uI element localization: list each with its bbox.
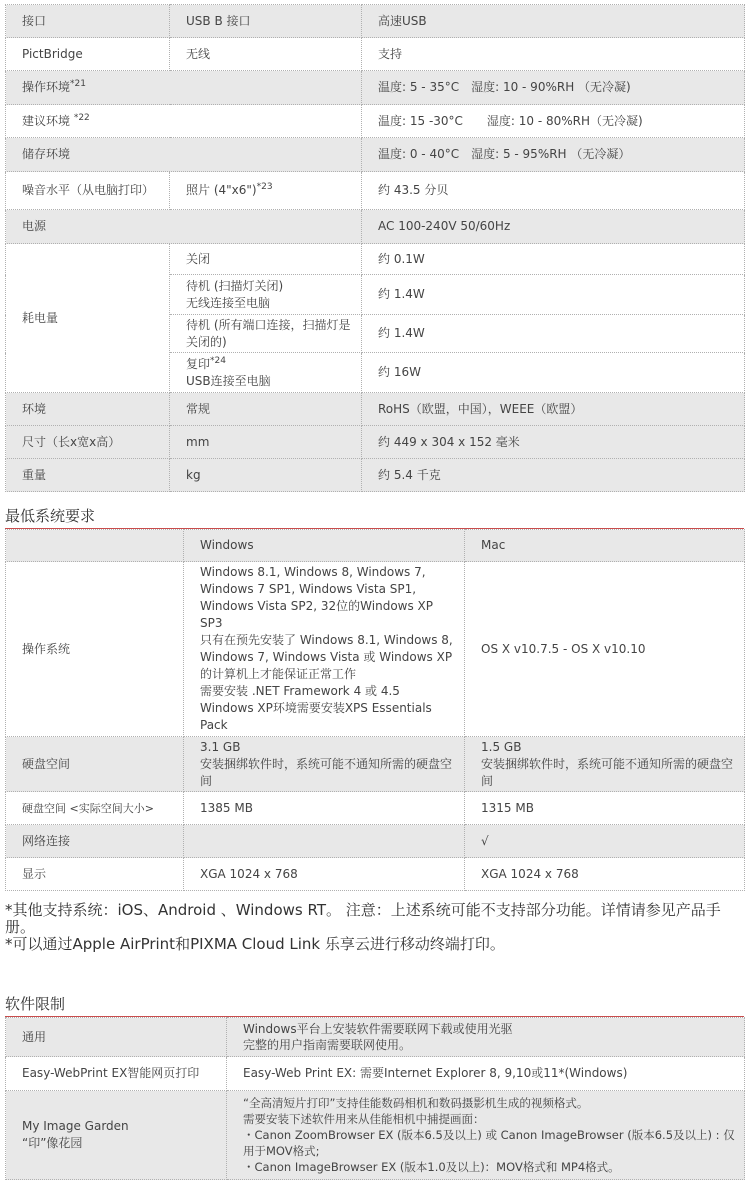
software-value: Easy-Web Print EX: 需要Internet Explorer 8, 9,10或11*(Windows) (227, 1057, 745, 1091)
spec-type-cell (170, 172, 362, 210)
spec-value: 支持 (362, 38, 745, 71)
software-value: Windows平台上安装软件需要联网下载或使用光驱 完整的用户指南需要联网使用。 (227, 1018, 745, 1057)
sysreq-row-display (6, 858, 745, 891)
spec-row-noise (6, 172, 745, 210)
spec-type: 无线 (170, 38, 362, 71)
spec-table (5, 4, 745, 492)
footnote-ref: *23 (256, 182, 273, 192)
sysreq-windows: 3.1 GB 安装捆绑软件时，系统可能不通知所需的硬盘空间 (184, 737, 465, 792)
spec-type: 关闭 (170, 244, 362, 275)
sysreq-row-network (6, 825, 745, 858)
software-value: “全高清短片打印”支持佳能数码相机和数码摄影机生成的视频格式。 需要安装下述软件用来从佳能相机中捕提画面： ・Canon ZoomBrowser EX (版本6.5及以上) 或 Canon ImageBrowser (版本6.5及以上) : 仅用于MOV格式; ・Canon ImageBrowser EX (版本1.0及以上)：MOV格式和 MP4格式。 (227, 1091, 745, 1180)
spec-type-cell (170, 275, 362, 315)
spec-value: 温度: 15 -30°C 湿度: 10 - 80%RH（无冷凝) (362, 105, 745, 138)
spec-row-dimensions (6, 426, 745, 459)
spec-label: 接口 (6, 5, 170, 38)
spec-label: 操作环境 (22, 80, 71, 94)
footnote-ref: *21 (70, 79, 86, 89)
sysreq-header-row (6, 530, 745, 562)
spec-label: 耗电量 (6, 244, 170, 393)
section-title-software: 软件限制 (5, 995, 66, 1013)
spec-value: 约 16W (362, 353, 745, 393)
note-mobile-print: *可以通过Apple AirPrint和PIXMA Cloud Link 乐享云进行移动终端打印。 (5, 935, 505, 953)
sysreq-table (5, 529, 745, 891)
spec-value: 约 1.4W (362, 315, 745, 353)
spec-label-cell (6, 105, 362, 138)
spec-value: 约 43.5 分贝 (362, 172, 745, 210)
spec-label: 储存环境 (6, 138, 362, 172)
sysreq-mac: √ (465, 825, 745, 858)
sysreq-label: 硬盘空间 (6, 737, 184, 792)
spec-label-cell (6, 71, 362, 105)
spec-type: 复印 (186, 356, 211, 371)
spec-type: kg (170, 459, 362, 492)
spec-type-cell (170, 353, 362, 393)
spec-value: 温度: 0 - 40°C 湿度: 5 - 95%RH （无冷凝） (362, 138, 745, 172)
spec-row-pictbridge (6, 38, 745, 71)
spec-row-storage-env (6, 138, 745, 172)
spec-row-interface (6, 5, 745, 38)
sysreq-row-disk-actual (6, 792, 745, 825)
sysreq-header-mac: Mac (465, 530, 745, 562)
spec-label: 电源 (6, 210, 362, 244)
software-table (5, 1017, 745, 1180)
spec-value: 约 0.1W (362, 244, 745, 275)
spec-type: 常规 (170, 393, 362, 426)
spec-value: 高速USB (362, 5, 745, 38)
spec-value: 约 1.4W (362, 275, 745, 315)
spec-type: USB B 接口 (170, 5, 362, 38)
spec-row-op-env (6, 71, 745, 105)
software-row-general (6, 1018, 745, 1057)
footnote-ref: *24 (210, 355, 226, 366)
spec-type: 待机 (扫描灯关闭) (186, 278, 284, 293)
spec-value: 约 5.4 千克 (362, 459, 745, 492)
spec-row-rec-env (6, 105, 745, 138)
software-row-webprint (6, 1057, 745, 1091)
sysreq-mac: 1315 MB (465, 792, 745, 825)
sysreq-label: 显示 (6, 858, 184, 891)
sysreq-header-windows: Windows (184, 530, 465, 562)
sysreq-mac: XGA 1024 x 768 (465, 858, 745, 891)
spec-value: 约 449 x 304 x 152 毫米 (362, 426, 745, 459)
spec-row-environment (6, 393, 745, 426)
spec-value: RoHS（欧盟，中国），WEEE（欧盟） (362, 393, 745, 426)
sysreq-header-empty (6, 530, 184, 562)
spec-value: 温度: 5 - 35°C 湿度: 10 - 90%RH （无冷凝) (362, 71, 745, 105)
sysreq-label: 操作系统 (6, 562, 184, 737)
sysreq-mac: OS X v10.7.5 - OS X v10.10 (465, 562, 745, 737)
sysreq-row-os (6, 562, 745, 737)
spec-row-weight (6, 459, 745, 492)
spec-type-sub: USB连接至电脑 (186, 373, 271, 388)
sysreq-windows: XGA 1024 x 768 (184, 858, 465, 891)
spec-label: 重量 (6, 459, 170, 492)
software-label: My Image Garden “印”像花园 (6, 1091, 227, 1180)
spec-label: 建议环境 (22, 113, 74, 128)
software-row-mig (6, 1091, 745, 1180)
section-title-sysreq: 最低系统要求 (5, 507, 96, 525)
sysreq-windows: 1385 MB (184, 792, 465, 825)
spec-type: mm (170, 426, 362, 459)
spec-label: 噪音水平（从电脑打印） (6, 172, 170, 210)
spec-type: 照片 (4"x6") (186, 183, 257, 197)
software-label: Easy-WebPrint EX智能网页打印 (6, 1057, 227, 1091)
spec-label: PictBridge (6, 38, 170, 71)
spec-label: 环境 (6, 393, 170, 426)
footnote-ref: *22 (73, 112, 90, 123)
spec-type-line (186, 356, 353, 373)
sysreq-mac: 1.5 GB 安装捆绑软件时，系统可能不通知所需的硬盘空间 (465, 737, 745, 792)
sysreq-windows (184, 825, 465, 858)
spec-row-consumption (6, 244, 745, 275)
sysreq-row-disk (6, 737, 745, 792)
spec-type-sub: 无线连接至电脑 (186, 295, 271, 310)
spec-type: 待机 (所有端口连接，扫描灯是关闭的) (170, 315, 362, 353)
software-label: 通用 (6, 1018, 227, 1057)
spec-value: AC 100-240V 50/60Hz (362, 210, 745, 244)
note-other-systems: *其他支持系统：iOS、Android 、Windows RT。 注意：上述系统可能不支持部分功能。详情请参见产品手册。 (5, 901, 721, 936)
sysreq-windows: Windows 8.1, Windows 8, Windows 7, Windows 7 SP1, Windows Vista SP1, Windows Vista SP2, 32位的Windows XP SP3 只有在预先安装了 Windows 8.1, Windows 8, Windows 7, Windows Vista 或 Windows XP 的计算机上才能保证正常工作 需要安装 .NET Framework 4 或 4.5 Windows XP环境需要安装XPS Essentials Pack (184, 562, 465, 737)
sysreq-label: 硬盘空间 <实际空间大小> (6, 792, 184, 825)
spec-row-power (6, 210, 745, 244)
sysreq-label: 网络连接 (6, 825, 184, 858)
spec-label: 尺寸（长x宽x高） (6, 426, 170, 459)
